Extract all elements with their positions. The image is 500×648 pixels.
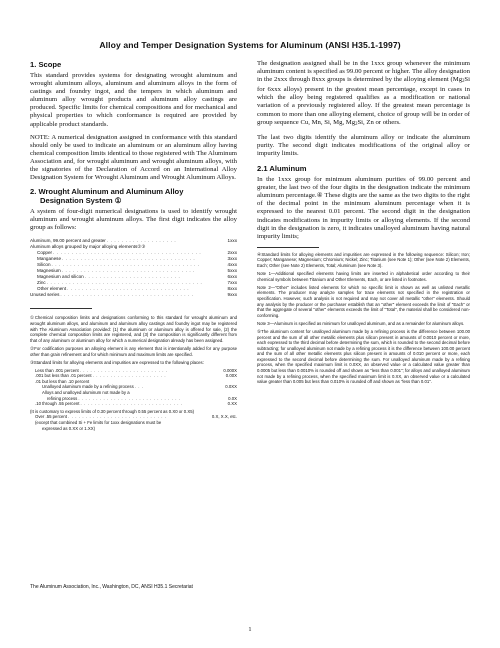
alloy-group-row-label: Aluminum alloys grouped by major alloying elements②③ xyxy=(30,243,146,249)
leader-dots: . . . . . . . . . . . . . . . . . . . . . . . . . . . . . . . . . . . . xyxy=(60,292,194,298)
limits-except-line2: expressed as 0.XX or 1.XX) xyxy=(42,425,96,431)
alloy-group-row-value: 5xxx xyxy=(227,267,237,273)
subscript: 2 xyxy=(462,79,465,85)
limits-row-label: .10 through .55 percent xyxy=(35,401,80,407)
footer-publisher: The Aluminum Association, Inc., Washington, DC, ANSI H35.1 Secretariat xyxy=(30,584,193,590)
footnote-1: ①Chemical composition limits and designations conforming to this standard for wrought aluminum and wrought aluminum alloys, and aluminum and aluminum alloy castings and foundry ingot may be registered with The Aluminum Association provided: (1) the aluminum or aluminum alloy is offered for sale, (2) the complete chemical composition limits are registered, and (3) the composition is significantly different from that of any aluminum or aluminum alloy for which a numerical designation already has been assigned. xyxy=(30,315,237,343)
note-2: Note 2—"Other" includes listed elements for which no specific limit is shown as well as unlisted metallic elements. The producer may analyze samples for trace elements not specified in the registration or specification. However, such analysis is not required and may not cover all metallic "other" elements. Should any analysis by the producer or the purchaser establish that an "other" element exceeds the limit of "Each" or that the aggregate of several "other" elements exceeds the limit of "Total", the material shall be considered non-conforming. xyxy=(257,284,470,318)
group-assignment-paragraph: The designation assigned shall be in the 1xxx group whenever the minimum aluminum content is specified as 99.00 percent or higher. The alloy designation in the 2xxx through 8xxx groups is determined by the alloying element ($Mg_2Si$ for 6xxx alloys) present in the greatest mean percentage, except in cases in which the alloy being registered qualifies as a modification or national variation of a previously registered alloy. If the greatest mean percentage is common to more than one alloying element, choice of group will be in order of group sequence Cu, Mn, Si, Mg, $Mg_2Si$, Zn or others. xyxy=(257,60,470,127)
leader-dots: . . . . . . . . . . . . . . . . . . . . . . . . . . . . . . . . . . . . . . . . xyxy=(51,261,200,267)
limits-row-label: Less than .001 percent xyxy=(35,367,79,373)
limits-row-value: 0.X, X.X, etc. xyxy=(211,414,237,420)
limits-row-label: Over .55 percent xyxy=(35,414,68,420)
limits-row-value: 0.00X xyxy=(225,373,237,379)
alloy-group-row-label: Magnesium and silicon xyxy=(37,274,84,280)
leader-dots: . . . . . . . . . . . . . . . . . . . . . . . . . . . . . . . . . xyxy=(67,286,190,292)
limits-row-value: 0.0X xyxy=(228,395,237,401)
section-heading-wrought-line1: 2. Wrought Aluminum and Aluminum Alloy xyxy=(30,187,184,197)
footnote-4: ④Standard limits for alloying elements and impurities are expressed in the following sequence: Silicon; Iron; Copper; Manganese; Magnesium; Chromium; Nickel; Zinc; Titanium (see Note 1); Other (see Note 2) Elements, Each; Other (see Note 2) Elements, Total; Aluminum (see Note 3). xyxy=(257,251,470,268)
leader-dots: . . . . . . . . . . . . . . . . . . . . . . . . . . . . . xyxy=(80,401,183,407)
footnote-divider-right xyxy=(257,247,319,248)
leader-dots: . . . . . . . . . . . . . . . . . . . . . . . . . . xyxy=(84,274,181,280)
wrought-intro-paragraph: A system of four-digit numerical designations is used to identify wrought aluminum and wrought aluminum alloys. The first digit indicates the alloy group as follows: xyxy=(30,208,237,232)
limits-row-label: .001 but less than .01 percent xyxy=(35,373,92,379)
limits-row-value: 0.000X xyxy=(223,367,237,373)
limits-except-line1: (except that combined Si + Fe limits for 1xxx designations must be xyxy=(35,420,162,426)
scope-paragraph: This standard provides systems for designating wrought aluminum and wrought aluminum alloys, aluminum and aluminum alloys in the form of castings and foundry ingot, and the tempers in which aluminum and aluminum alloy wrought products and aluminum alloy castings are produced. Specific limits for chemical compositions and for mechanical and physical properties to which conformance is required are provided by applicable product standards. xyxy=(30,72,237,128)
leader-dots: . . . . . . . . . . . . . . . . . . . . . . . . . . . . . . . . . . . . . . . . . . xyxy=(46,280,203,286)
alloy-group-row-label: Copper xyxy=(37,249,53,255)
alloy-group-row-label: Unused series xyxy=(30,292,60,298)
leader-dots: . . . . . . . . . . . . . . . . . . . . . . . . . . . . . xyxy=(78,395,181,401)
section-heading-wrought xyxy=(30,187,237,205)
footnote-3: ③Standard limits for alloying elements and impurities are expressed to the following places: xyxy=(30,359,204,365)
last-two-digits-paragraph: The last two digits identify the aluminum alloy or indicate the aluminum purity. The second digit indicates modifications of the original alloy or impurity limits. xyxy=(257,133,470,157)
alloy-group-row-label: Silicon xyxy=(37,261,51,267)
alloy-group-row-label: Magnesium xyxy=(37,267,61,273)
section-heading-scope: 1. Scope xyxy=(30,60,62,69)
document-title: Alloy and Temper Designation Systems for Aluminum (ANSI H35.1-1997) xyxy=(99,40,401,50)
section-heading-wrought-line2: Designation System ① xyxy=(40,196,122,206)
alloy-group-row-value: 6xxx xyxy=(227,274,237,280)
leader-dots: . . . . . . . . . . . . . . . . . . . . . . . . . . . . . . . . . . . . xyxy=(61,267,195,273)
alloy-group-row-value: 2xxx xyxy=(227,249,237,255)
aluminum-paragraph: In the 1xxx group for minimum aluminum purities of 99.00 percent and greater, the last two of the four digits in the designation indicate the minimum aluminum percentage.④ These digits are the same as the two digits to the right of the decimal point in the minimum aluminum percentage when it is expressed to the nearest 0.01 percent. The second digit in the designation indicates modifications in impurity limits or alloying elements. If the second digit in the designation is zero, it indicates unalloyed aluminum having natural impurity limits; xyxy=(257,176,470,240)
limits-row xyxy=(30,401,237,407)
footnote-5: ⑤The aluminum content for unalloyed aluminum made by a refining process is the difference between 100.00 percent and the sum of all other metallic elements plus silicon present in amounts of 0.0010 percent or more, each expressed to the third decimal before determining the sum, which is rounded to the second decimal before subtracting; for unalloyed aluminum not made by a refining process it is the difference between 100.00 percent and the sum of all other metallic elements plus silicon present in amounts of 0.010 percent or more, each expressed to the second decimal before determining the sum. For unalloyed aluminum made by a refining process, when the specified maximum limit is 0.0XX, an observed value or a calculated value greater than 0.0005 but less than 0.0010% is rounded off and shown as "less than 0.001"; for alloys and unalloyed aluminum not made by a refining process, when the specified maximum limit is 0.XX, an observed value or a calculated value greater than 0.005 but less than 0.010% is rounded off and shown as "less than 0.01". xyxy=(257,328,470,385)
alloy-group-row-label: Aluminum, 99.00 percent and greater xyxy=(30,237,106,243)
limits-note: (It is customary to express limits of 0.30 percent through 0.55 percent as 0.X0 or 0.X5) xyxy=(30,408,195,414)
leader-dots: . . . . . . . . . . . . . . . . . . . . . xyxy=(92,373,167,379)
alloy-group-row-value: 4xxx xyxy=(227,261,237,267)
limits-row-label: Unalloyed aluminum made by a refining process xyxy=(42,384,134,390)
footnote-divider xyxy=(30,308,92,309)
right-column xyxy=(257,60,470,387)
scope-note: NOTE: A numerical designation assigned in conformance with this standard should only be used to indicate an aluminum or an aluminum alloy having chemical composition limits identical to those registered with The Aluminum Association and, for wrought aluminum and wrought aluminum alloys, with the signatories of the Declaration of Accord on an International Alloy Designation System for Wrought Aluminum and Wrought Aluminum Alloys. xyxy=(30,133,237,182)
alloy-group-row-value: 3xxx xyxy=(227,255,237,261)
leader-dots: . . . xyxy=(134,384,144,390)
limits-row-value: 0.XX xyxy=(227,401,237,407)
alloy-group-row xyxy=(30,292,237,298)
leader-dots: . . . . . . . . . . . . . . . . . . . . . . . . . xyxy=(79,367,168,373)
alloy-group-row-label: Other element xyxy=(37,286,67,292)
limits-row-label: .01 but less than .10 percent xyxy=(35,378,90,384)
limits-row-label: refining process xyxy=(47,395,78,401)
alloy-group-row-label: Zinc xyxy=(37,280,46,286)
limits-row-label: Alloys and unalloyed aluminum not made by a xyxy=(42,390,130,396)
alloy-group-row-value: 9xxx xyxy=(227,292,237,298)
alloy-group-table xyxy=(30,238,237,299)
leader-dots: . . . . . . . . . . . . . . . . . . . . . . . . . . . . xyxy=(68,414,167,420)
footnote-2: ②For codification purposes an alloying element is any element that is intentionally added for any purpose other than grain refinement and for which minimum and maximum limits are specified. xyxy=(30,345,237,357)
alloy-group-row-value: 7xxx xyxy=(227,280,237,286)
limits-row-value: 0.0XX xyxy=(225,384,237,390)
note-3: Note 3—Aluminum is specified as minimum for unalloyed aluminum, and as a remainder for aluminum alloys. xyxy=(257,320,465,326)
alloy-group-row-label: Manganese xyxy=(37,255,62,261)
page-number: 1 xyxy=(248,626,252,633)
alloy-group-row-value: 8xxx xyxy=(227,286,237,292)
subscript: 2 xyxy=(355,121,358,127)
leader-dots: . . . . . . . . . . . . . . . . . . . . . . . . . . . . . . . . . . . . xyxy=(62,255,196,261)
leader-dots: . . . . . . . . . . . . . . . . . . . xyxy=(106,237,177,243)
alloy-group-row-value: 1xxx xyxy=(227,237,237,243)
left-column xyxy=(30,60,237,433)
note-1: Note 1—Additional specified elements having limits are inserted in alphabetical order according to their chemical symbols between Titanium and Other Elements, Each, or are listed in footnotes. xyxy=(257,271,470,282)
limits-note-block xyxy=(30,409,237,431)
limits-table xyxy=(30,368,237,407)
leader-dots: . . . . . . . . . . . . . . . . . . . . . . . . . . . . . . . . . . . . . . . . xyxy=(53,249,202,255)
section-heading-aluminum: 2.1 Aluminum xyxy=(257,164,307,174)
